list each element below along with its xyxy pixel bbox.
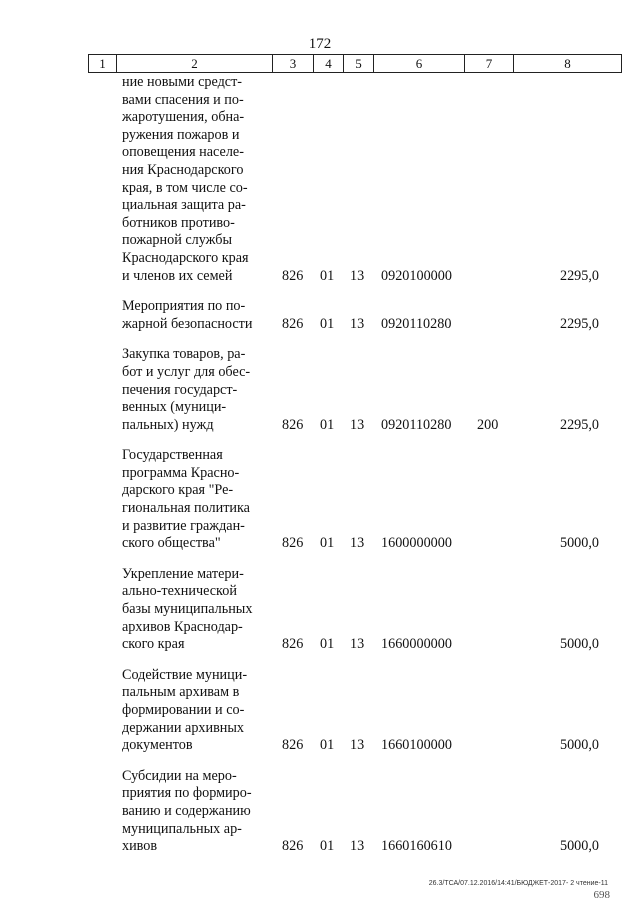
table-row xyxy=(0,346,640,434)
table-row xyxy=(0,298,640,333)
row-col-7: 200 xyxy=(477,416,499,433)
row-col-5: 13 xyxy=(350,636,365,653)
row-col-4: 01 xyxy=(320,416,335,433)
row-col-6: 1660160610 xyxy=(381,838,452,855)
row-col-8: 2295,0 xyxy=(559,315,599,332)
sheet-number: 698 xyxy=(593,889,610,901)
row-col-5: 13 xyxy=(350,737,365,754)
row-description: Укрепление матери- ально-технической базы муниципальных архивов Краснодар- ского края xyxy=(122,565,253,653)
row-col-3: 826 xyxy=(282,416,304,433)
row-col-5: 13 xyxy=(350,535,365,552)
header-col-7: 7 xyxy=(465,55,514,72)
row-col-8: 5000,0 xyxy=(559,838,599,855)
table-row xyxy=(0,768,640,856)
row-description: Государственная программа Красно- дарского края "Ре- гиональная политика и развитие граждан- ского общества" xyxy=(122,447,250,552)
row-col-4: 01 xyxy=(320,267,335,284)
row-description: Закупка товаров, ра- бот и услуг для обес- печения государст- венных (муници- пальных) нужд xyxy=(122,346,251,433)
row-col-8: 2295,0 xyxy=(559,267,599,284)
row-col-3: 826 xyxy=(282,838,304,855)
row-col-5: 13 xyxy=(350,267,365,284)
table-body xyxy=(0,74,640,869)
table-header-row xyxy=(88,54,622,73)
row-description: Содействие муници- пальным архивам в формировании и со- держании архивных документов xyxy=(122,666,248,754)
row-col-6: 1660000000 xyxy=(381,636,452,653)
page-number: 172 xyxy=(308,36,332,52)
table-row xyxy=(0,74,640,285)
row-col-5: 13 xyxy=(350,315,365,332)
table-row xyxy=(0,667,640,755)
row-col-4: 01 xyxy=(320,737,335,754)
header-col-2: 2 xyxy=(117,55,273,72)
row-col-3: 826 xyxy=(282,535,304,552)
header-col-1: 1 xyxy=(89,55,117,72)
row-col-4: 01 xyxy=(320,315,335,332)
row-col-6: 1600000000 xyxy=(381,535,452,552)
row-col-4: 01 xyxy=(320,838,335,855)
row-col-8: 2295,0 xyxy=(559,416,599,433)
row-col-4: 01 xyxy=(320,535,335,552)
row-description: Мероприятия по по- жарной безопасности xyxy=(122,298,253,332)
row-col-6: 0920100000 xyxy=(381,267,452,284)
table-row xyxy=(0,447,640,553)
row-description: ние новыми средст- вами спасения и по- жаротушения, обна- ружения пожаров и оповещения населе- ния Краснодарского края, в том числе со- циальная защита ра- ботников противо- пожарной службы Краснодарского края и членов их семей xyxy=(122,74,249,284)
row-col-3: 826 xyxy=(282,267,304,284)
row-col-3: 826 xyxy=(282,636,304,653)
header-col-8: 8 xyxy=(564,55,571,71)
row-col-6: 0920110280 xyxy=(381,315,452,332)
row-col-6: 0920110280 xyxy=(381,416,452,433)
row-col-8: 5000,0 xyxy=(559,636,599,653)
row-col-3: 826 xyxy=(282,315,304,332)
header-col-4: 4 xyxy=(314,55,344,72)
row-col-8: 5000,0 xyxy=(559,737,599,754)
header-col-5: 5 xyxy=(344,55,374,72)
row-col-5: 13 xyxy=(350,416,365,433)
row-col-8: 5000,0 xyxy=(559,535,599,552)
header-col-3: 3 xyxy=(273,55,314,72)
row-col-3: 826 xyxy=(282,737,304,754)
row-description: Субсидии на меро- приятия по формиро- ванию и содержанию муниципальных ар- хивов xyxy=(122,767,252,855)
row-col-4: 01 xyxy=(320,636,335,653)
document-stamp: 26.3/ТСА/07.12.2016/14:41/БЮДЖЕТ-2017- 2 чтение-11 xyxy=(428,880,608,887)
table-row xyxy=(0,566,640,654)
header-col-6: 6 xyxy=(374,55,465,72)
row-col-5: 13 xyxy=(350,838,365,855)
row-col-6: 1660100000 xyxy=(381,737,452,754)
